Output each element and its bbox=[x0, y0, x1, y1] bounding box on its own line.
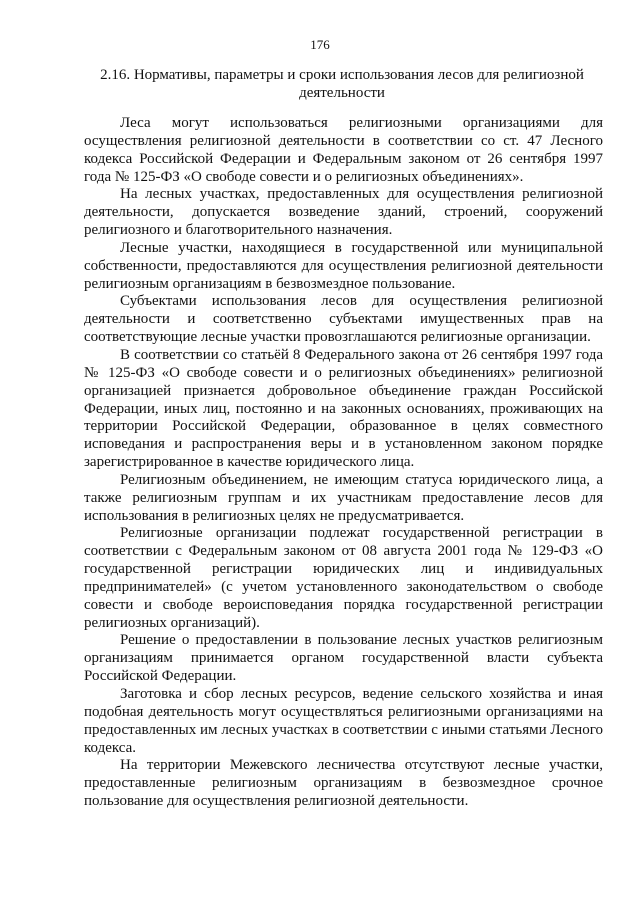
paragraph: В соответствии со статьёй 8 Федерального закона от 26 сентября 1997 года № 125-ФЗ «О свободе совести и о религиозных объединениях» религиозной организацией признается добровольное объединение граждан Российской Федерации, иных лиц, постоянно и на законных основаниях, проживающих на территории Российской Федерации, образованное в целях совместного исповедания и распространения веры и в установленном законом порядке зарегистрированное в качестве юридического лица. bbox=[84, 346, 603, 471]
paragraph: Лесные участки, находящиеся в государственной или муниципальной собственности, предоставляются для осуществления религиозной деятельности религиозным организациям в безвозмездное пользование. bbox=[84, 239, 603, 292]
paragraph: На лесных участках, предоставленных для осуществления религиозной деятельности, допускается возведение зданий, строений, сооружений религиозного и благотворительного назначения. bbox=[84, 186, 603, 239]
paragraph: Решение о предоставлении в пользование лесных участков религиозным организациям принимается органом государственной власти субъекта Российской Федерации. bbox=[84, 632, 603, 685]
page-number: 176 bbox=[310, 37, 330, 52]
document-body bbox=[84, 115, 603, 811]
section-title: 2.16. Нормативы, параметры и сроки использования лесов для религиозной деятельности bbox=[100, 67, 584, 101]
paragraph: Религиозные организации подлежат государственной регистрации в соответствии с Федеральным законом от 08 августа 2001 года № 129-ФЗ «О государственной регистрации юридических лиц и индивидуальных предпринимателей» (с учетом установленного законодательством о свободе совести и свободе вероисповедания порядка государственной регистрации религиозных организаций). bbox=[84, 525, 603, 631]
paragraph: Леса могут использоваться религиозными организациями для осуществления религиозной деятельности в соответствии со ст. 47 Лесного кодекса Российской Федерации и Федеральным законом от 26 сентября 1997 года № 125-ФЗ «О свободе совести и о религиозных объединениях». bbox=[84, 115, 603, 185]
paragraph: Субъектами использования лесов для осуществления религиозной деятельности и соответственно субъектами имущественных прав на соответствующие лесные участки провозглашаются религиозные организации. bbox=[84, 293, 603, 346]
paragraph: Религиозным объединением, не имеющим статуса юридического лица, а также религиозным группам и их участникам предоставление лесов для использования в религиозных целях не предусматривается. bbox=[84, 471, 603, 524]
paragraph: На территории Межевского лесничества отсутствуют лесные участки, предоставленные религиозным организациям в безвозмездное срочное пользование для осуществления религиозной деятельности. bbox=[84, 757, 603, 810]
paragraph: Заготовка и сбор лесных ресурсов, ведение сельского хозяйства и иная подобная деятельность могут осуществляться религиозными организациями на предоставленных им лесных участках в соответствии с иными статьями Лесного кодекса. bbox=[84, 686, 603, 756]
